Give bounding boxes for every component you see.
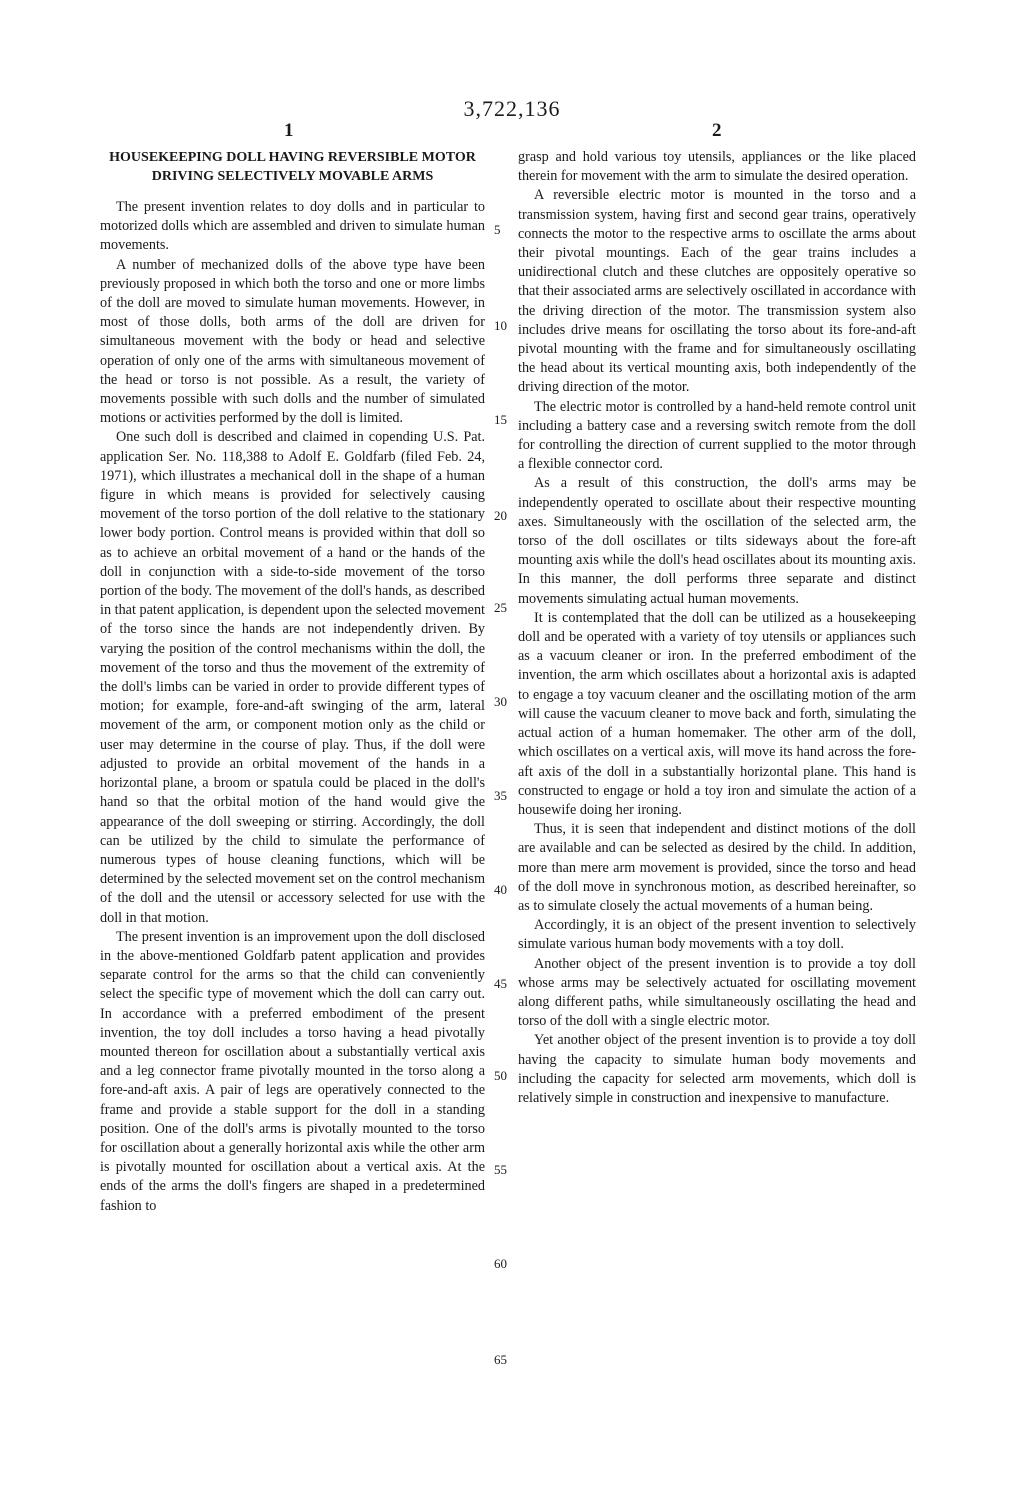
paragraph: A reversible electric motor is mounted in the torso and a transmission system, having first and second gear trains, operatively connects the motor to the respective arms to oscillate the arms about their pivotal mountings. Each of the gear trains includes a unidirectional clutch and these clutches are oppositely operative so that their associated arms are selectively oscillated in accordance with the driving direction of the motor. The transmission system also includes drive means for oscillating the torso about its fore-and-aft pivotal mounting with the frame and for simultaneously oscillating the head about its vertical mounting axis, both independently of the driving direction of the motor. <box>518 187 916 396</box>
paragraph: The present invention relates to doy dolls and in particular to motorized dolls which are assembled and driven to simulate human movements. <box>100 199 485 254</box>
paragraph: It is contemplated that the doll can be utilized as a housekeeping doll and be operated with a variety of toy utensils or appliances such as a vacuum cleaner or iron. In the preferred embodiment of the invention, the arm which oscillates about a horizontal axis is adapted to engage a toy vacuum cleaner and the oscillating motion of the arm will cause the vacuum cleaner to move back and forth, simulating the actual action of a human homemaker. The other arm of the doll, which oscillates on a vertical axis, will move its hand across the fore-aft axis of the doll in a substantially horizontal plane. This hand is constructed to engage or hold a toy iron and simulate the action of a housewife doing her ironing. <box>518 609 916 818</box>
paragraph: The electric motor is controlled by a hand-held remote control unit including a battery case and a reversing switch remote from the doll for controlling the direction of current supplied to the motor through a flexible connector cord. <box>518 398 916 473</box>
paragraph: Another object of the present invention is to provide a toy doll whose arms may be selectively actuated for oscillating movement along different paths, while simultaneously oscillating the head and torso of the doll with a single electric motor. <box>518 955 916 1030</box>
line-number: 50 <box>494 1068 507 1083</box>
line-number: 65 <box>494 1352 507 1367</box>
patent-title: HOUSEKEEPING DOLL HAVING REVERSIBLE MOTOR DRIVING SELECTIVELY MOVABLE ARMS <box>109 150 476 184</box>
patent-number: 3,722,136 <box>463 96 561 121</box>
right-text-column <box>518 148 916 1108</box>
line-number: 35 <box>494 788 507 803</box>
line-number: 25 <box>494 600 507 615</box>
line-number: 60 <box>494 1256 507 1271</box>
paragraph: Accordingly, it is an object of the present invention to selectively simulate various human body movements with a toy doll. <box>518 917 916 953</box>
paragraph: As a result of this construction, the doll's arms may be independently operated to oscillate about their respective mounting axes. Simultaneously with the oscillation of the selected arm, the torso of the doll oscillates or tilts sideways about the fore-aft mounting axis while the doll's head oscillates about its mounting axis. In this manner, the doll performs three separate and distinct movements simulating actual human movements. <box>518 475 916 607</box>
paragraph: grasp and hold various toy utensils, appliances or the like placed therein for movement with the arm to simulate the desired operation. <box>518 149 916 185</box>
line-number: 45 <box>494 976 507 991</box>
paragraph: Thus, it is seen that independent and distinct motions of the doll are available and can be selected as desired by the child. In addition, more than mere arm movement is provided, since the torso and head of the doll move in synchronous motion, as described hereinafter, so as to simulate closely the actual movements of a human being. <box>518 821 916 914</box>
paragraph: The present invention is an improvement upon the doll disclosed in the above-mentioned Goldfarb patent application and provides separate control for the arms so that the child can conveniently select the specific type of movement which the doll can carry out. In accordance with a preferred embodiment of the present invention, the toy doll includes a torso having a head pivotally mounted thereon for oscillation about a substantially vertical axis and a leg connector frame pivotally mounted in the torso along a fore-and-aft axis. A pair of legs are operatively connected to the frame and provide a stable support for the doll in a standing position. One of the doll's arms is pivotally mounted to the torso for oscillation about a generally horizontal axis while the other arm is pivotally mounted for oscillation about a vertical axis. At the ends of the arms the doll's fingers are shaped in a predetermined fashion to <box>100 928 485 1214</box>
left-text-column <box>100 148 485 1216</box>
paragraph: A number of mechanized dolls of the above type have been previously proposed in which both the torso and one or more limbs of the doll are moved to simulate human movements. However, in most of those dolls, both arms of the doll are driven for simultaneous movement with the body or head and selective operation of only one of the arms with simultaneous movement of the head or torso is not possible. As a result, the variety of movements possible with such dolls and the number of simulated motions or activities performed by the doll is limited. <box>100 256 485 427</box>
line-number: 15 <box>494 412 507 427</box>
line-number: 30 <box>494 694 507 709</box>
line-number: 10 <box>494 318 507 333</box>
left-column-number: 1 <box>284 120 294 141</box>
paragraph: One such doll is described and claimed in copending U.S. Pat. application Ser. No. 118,388 to Adolf E. Goldfarb (filed Feb. 24, 1971), which illustrates a mechanical doll in the shape of a human figure in which means is provided for selectively causing movement of the torso portion of the doll relative to the stationary lower body portion. Control means is provided within that doll so as to achieve an orbital movement of a hand or the hands of the doll in conjunction with a side-to-side movement of the torso portion of the body. The movement of the doll's hands, as described in that patent application, is dependent upon the selected movement of the torso since the hands are not independently driven. By varying the position of the control mechanisms within the doll, the movement of the torso and thus the movement of the extremity of the doll's limbs can be varied in order to provide different types of motion; for example, fore-and-aft swinging of the arm, lateral movement of the arm, or component motion only as the child or user may determine in the course of play. Thus, if the doll were adjusted to provide an orbital movement of the hands in a horizontal plane, a broom or spatula could be placed in the doll's hand so that the orbital motion of the hand would give the appearance of the doll sweeping or stirring. Accordingly, the doll can be utilized by the child to simulate the performance of numerous types of house cleaning functions, which will be determined by the selected movement set on the control mechanism of the doll and the utensil or accessory selected for use with the doll in that motion. <box>100 429 485 926</box>
paragraph: Yet another object of the present invention is to provide a toy doll having the capacity to simulate human body movements and including the capacity for selected arm movements, which doll is relatively simple in construction and inexpensive to manufacture. <box>518 1032 916 1106</box>
line-number: 40 <box>494 882 507 897</box>
right-column-number: 2 <box>712 120 722 141</box>
line-number: 55 <box>494 1162 507 1177</box>
line-number: 20 <box>494 508 507 523</box>
line-number: 5 <box>494 222 501 237</box>
